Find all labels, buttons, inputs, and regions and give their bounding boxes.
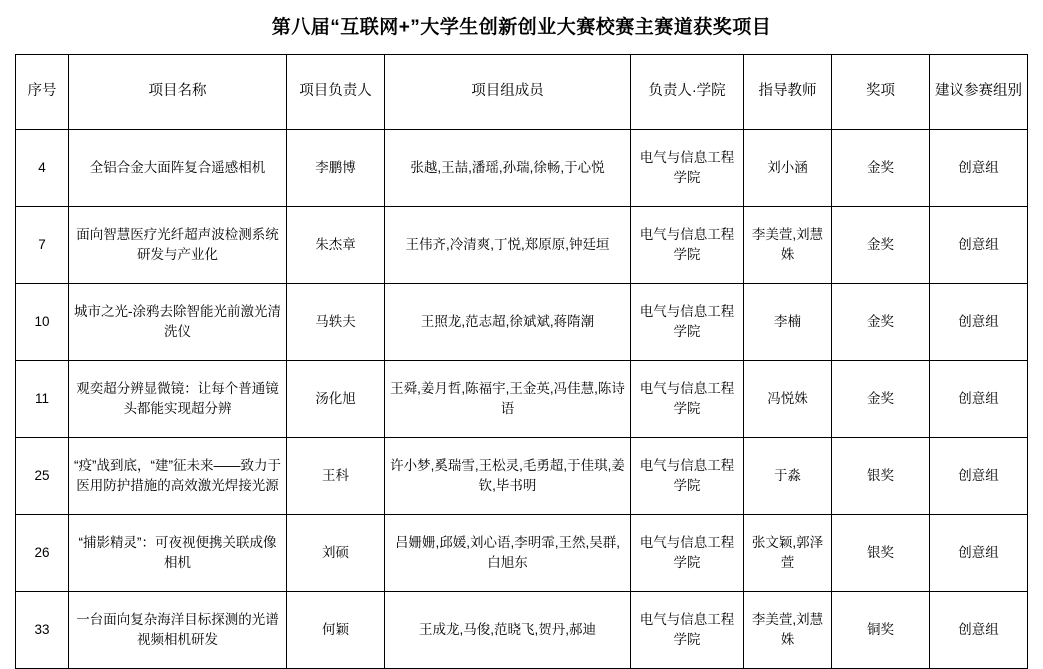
cell-leader-college: 电气与信息工程学院	[631, 129, 744, 206]
cell-suggested-group: 创意组	[930, 129, 1028, 206]
cell-advisor: 于淼	[744, 437, 832, 514]
cell-leader-college: 电气与信息工程学院	[631, 206, 744, 283]
table-row	[16, 283, 1028, 360]
table-header	[16, 54, 1028, 129]
cell-project-name: “疫”战到底，“建”征未来——致力于医用防护措施的高效激光焊接光源	[69, 437, 287, 514]
table-row	[16, 129, 1028, 206]
cell-award: 金奖	[832, 129, 930, 206]
column-header-leader-college: 负责人·学院	[631, 54, 744, 129]
cell-project-members: 许小梦,奚瑞雪,王松灵,毛勇超,于佳琪,姜钦,毕书明	[385, 437, 631, 514]
cell-project-leader: 马轶夫	[287, 283, 385, 360]
cell-suggested-group: 创意组	[930, 437, 1028, 514]
cell-project-name: 面向智慧医疗光纤超声波检测系统研发与产业化	[69, 206, 287, 283]
cell-leader-college: 电气与信息工程学院	[631, 514, 744, 591]
cell-no: 26	[16, 514, 69, 591]
cell-suggested-group: 创意组	[930, 591, 1028, 668]
cell-project-leader: 李鹏博	[287, 129, 385, 206]
cell-no: 25	[16, 437, 69, 514]
cell-project-name: 一台面向复杂海洋目标探测的光谱视频相机研发	[69, 591, 287, 668]
cell-project-leader: 刘硕	[287, 514, 385, 591]
cell-advisor: 李美萱,刘慧姝	[744, 206, 832, 283]
cell-award: 银奖	[832, 514, 930, 591]
cell-advisor: 张文颖,郭泽萱	[744, 514, 832, 591]
cell-project-leader: 汤化旭	[287, 360, 385, 437]
table-row	[16, 360, 1028, 437]
column-header-project-members: 项目组成员	[385, 54, 631, 129]
cell-project-leader: 何颖	[287, 591, 385, 668]
cell-leader-college: 电气与信息工程学院	[631, 437, 744, 514]
cell-project-name: 观奕超分辨显微镜：让每个普通镜头都能实现超分辨	[69, 360, 287, 437]
cell-leader-college: 电气与信息工程学院	[631, 360, 744, 437]
cell-advisor: 李美萱,刘慧姝	[744, 591, 832, 668]
column-header-project-name: 项目名称	[69, 54, 287, 129]
cell-no: 10	[16, 283, 69, 360]
cell-leader-college: 电气与信息工程学院	[631, 283, 744, 360]
award-projects-table	[15, 54, 1028, 669]
cell-no: 7	[16, 206, 69, 283]
cell-project-name: “捕影精灵”：可夜视便携关联成像相机	[69, 514, 287, 591]
column-header-no: 序号	[16, 54, 69, 129]
cell-project-members: 王成龙,马俊,范晓飞,贺丹,郝迪	[385, 591, 631, 668]
cell-advisor: 冯悦姝	[744, 360, 832, 437]
cell-no: 11	[16, 360, 69, 437]
cell-project-leader: 朱杰章	[287, 206, 385, 283]
cell-advisor: 刘小涵	[744, 129, 832, 206]
column-header-project-leader: 项目负责人	[287, 54, 385, 129]
cell-leader-college: 电气与信息工程学院	[631, 591, 744, 668]
cell-no: 33	[16, 591, 69, 668]
cell-award: 金奖	[832, 360, 930, 437]
cell-suggested-group: 创意组	[930, 360, 1028, 437]
cell-project-name: 城市之光-涂鸦去除智能光前激光清洗仪	[69, 283, 287, 360]
cell-project-members: 吕姗姗,邱媛,刘心语,李明霏,王然,吴群,白旭东	[385, 514, 631, 591]
column-header-suggested-group: 建议参赛组别	[930, 54, 1028, 129]
table-header-row	[16, 54, 1028, 129]
column-header-advisor: 指导教师	[744, 54, 832, 129]
cell-no: 4	[16, 129, 69, 206]
cell-award: 铜奖	[832, 591, 930, 668]
cell-award: 银奖	[832, 437, 930, 514]
cell-project-leader: 王科	[287, 437, 385, 514]
cell-project-members: 王舜,姜月哲,陈福宇,王金英,冯佳慧,陈诗语	[385, 360, 631, 437]
table-row	[16, 437, 1028, 514]
page-title: 第八届“互联网+”大学生创新创业大赛校赛主赛道获奖项目	[271, 17, 772, 38]
cell-project-name: 全铝合金大面阵复合遥感相机	[69, 129, 287, 206]
cell-suggested-group: 创意组	[930, 206, 1028, 283]
column-header-award: 奖项	[832, 54, 930, 129]
cell-project-members: 王照龙,范志超,徐斌斌,蒋隋潮	[385, 283, 631, 360]
table-body	[16, 129, 1028, 668]
cell-award: 金奖	[832, 283, 930, 360]
cell-suggested-group: 创意组	[930, 283, 1028, 360]
table-row	[16, 206, 1028, 283]
cell-project-members: 王伟齐,冷清爽,丁悦,郑原原,钟廷垣	[385, 206, 631, 283]
table-row	[16, 514, 1028, 591]
cell-advisor: 李楠	[744, 283, 832, 360]
cell-award: 金奖	[832, 206, 930, 283]
table-row	[16, 591, 1028, 668]
cell-project-members: 张越,王喆,潘瑶,孙瑞,徐畅,于心悦	[385, 129, 631, 206]
cell-suggested-group: 创意组	[930, 514, 1028, 591]
